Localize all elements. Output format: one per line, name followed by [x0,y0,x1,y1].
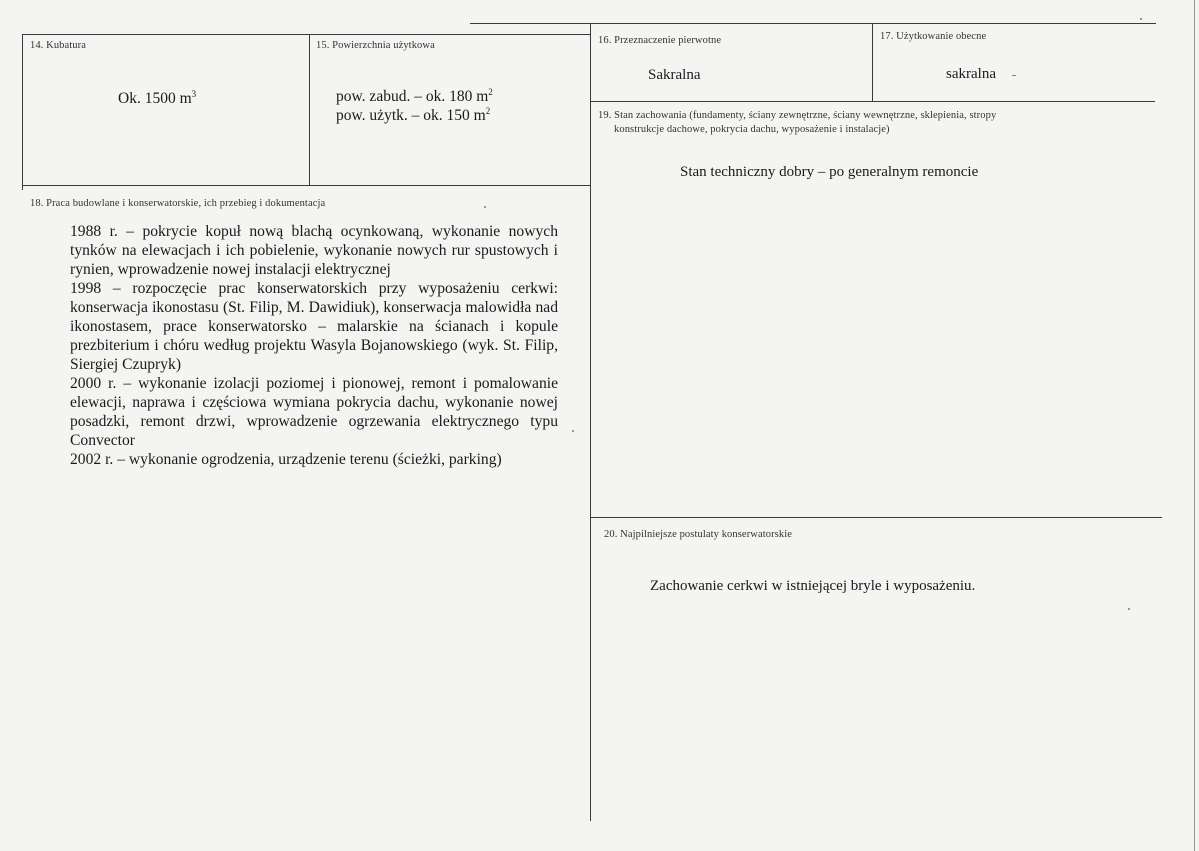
scan-speck [484,206,486,208]
area-built-sup: 2 [488,87,493,97]
scan-speck [1012,75,1016,76]
section-14-label: 14. Kubatura [30,40,87,51]
area-usable-sup: 2 [485,106,491,116]
section-19-value: Stan techniczny dobry – po generalnym remoncie [680,164,979,180]
rule-under-14-15 [22,185,590,186]
section-16-label: 16. Przeznaczenie pierwotne [598,35,722,46]
rule-under-16-17 [590,101,1155,102]
section-15-line2 [336,107,490,125]
work-entry-2002: 2002 r. – wykonanie ogrodzenia, urządzenie terenu (ścieżki, parking) [70,451,502,468]
section-15-line1 [336,88,493,106]
scan-speck [1128,608,1130,610]
work-entry-1988: 1988 r. – pokrycie kopuł nową blachą ocynkowaną, wykonanie nowych tynków na elewacjach i ich pobielenie, wykonanie nowych rur spustowych i rynien, wprowadzenie nowej instalacji elektrycznej [70,223,558,278]
scan-speck [1140,18,1142,20]
section-18-body [70,222,558,469]
section-17-value: sakralna [946,66,996,82]
section-20-label: 20. Najpilniejsze postulaty konserwatorskie [604,529,793,540]
work-entry-1998: 1998 – rozpoczęcie prac konserwatorskich przy wyposażeniu cerkwi: konserwacja ikonostasu (St. Filip, M. Dawidiuk), konserwacja malowidła nad ikonostasem, prace konserwatorsko – malarskie na ścianach i kopule prezbiterium i chóru według projektu Wasyla Bojanowskiego (wyk. St. Filip, Siergiej Czupryk) [70,280,558,373]
kubatura-sup: 3 [191,89,197,99]
section-19-label-line2: konstrukcje dachowe, pokrycia dachu, wyposażenie i instalacje) [614,124,890,135]
section-18-label: 18. Praca budowlane i konserwatorskie, ich przebieg i dokumentacja [30,198,326,209]
section-15-label: 15. Powierzchnia użytkowa [316,40,435,51]
section-17-label: 17. Użytkowanie obecne [880,31,987,42]
rule-above-20 [590,517,1162,518]
section-14-value [118,90,196,108]
work-entry-2000: 2000 r. – wykonanie izolacji poziomej i pionowej, remont i pomalowanie elewacji, naprawa i częściowa wymiana pokrycia dachu, wykonanie nowej posadzki, remont drzwi, wprowadzenie ogrzewania elektrycznego typu Convector [70,375,558,449]
rule-divider-16-17 [872,24,873,101]
rule-center [590,23,591,821]
kubatura-text: Ok. 1500 m [118,90,192,107]
area-built-text: pow. zabud. – ok. 180 m [336,88,489,105]
section-16-value: Sakralna [648,67,701,83]
scan-speck [572,430,574,432]
rule-top-left [22,34,590,35]
rule-right-edge [1194,0,1195,851]
rule-top-right [470,23,1156,24]
area-usable-text: pow. użytk. – ok. 150 m [336,107,486,124]
section-20-value: Zachowanie cerkwi w istniejącej bryle i wyposażeniu. [650,578,976,594]
section-19-label-line1: 19. Stan zachowania (fundamenty, ściany zewnętrzne, ściany wewnętrzne, sklepienia, stropy [598,110,997,121]
rule-left-margin [22,34,23,190]
rule-divider-14-15 [309,34,310,185]
